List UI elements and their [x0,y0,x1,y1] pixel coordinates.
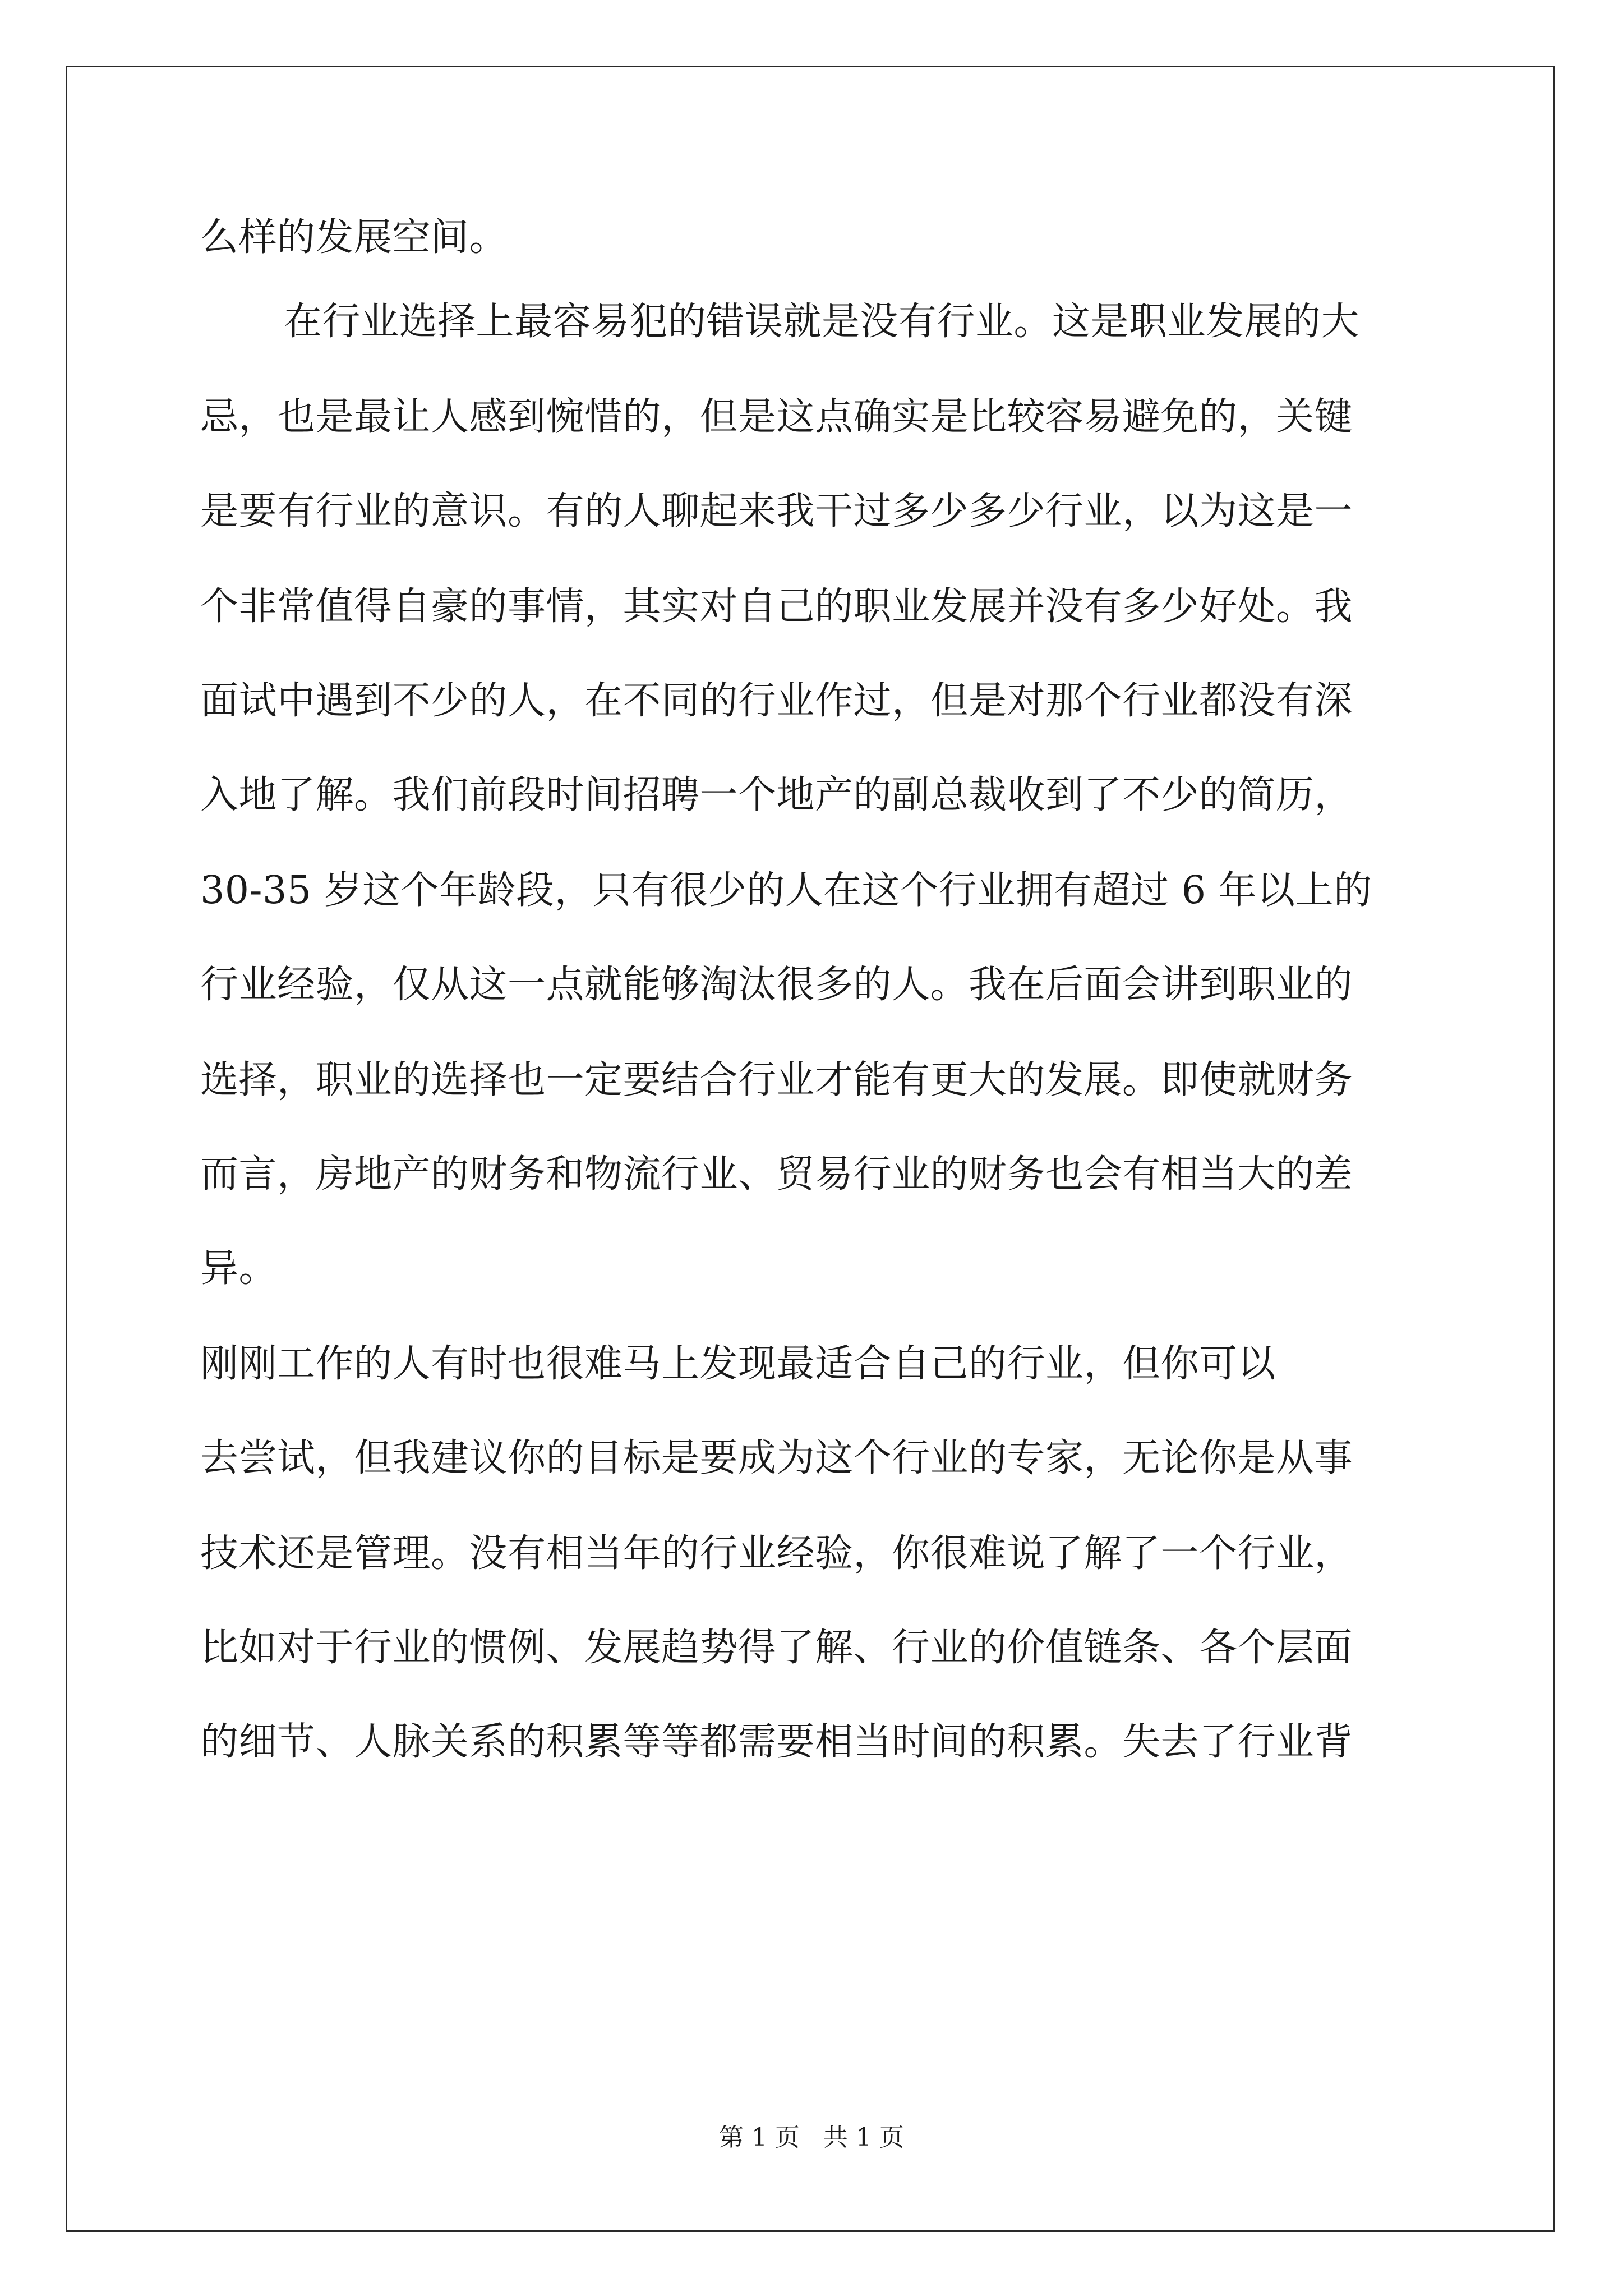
text-line: 刚刚工作的人有时也很难马上发现最适合自己的行业，但你可以 [200,1342,1276,1386]
text-line: 比如对于行业的惯例、发展趋势得了解、行业的价值链条、各个层面 [200,1626,1353,1670]
text-line: 么样的发展空间。 [200,215,508,260]
text-line: 异。 [200,1246,278,1291]
text-line: 选择，职业的选择也一定要结合行业才能有更大的发展。即使就财务 [200,1058,1353,1102]
text-line: 忌，也是最让人感到惋惜的，但是这点确实是比较容易避免的，关键 [200,395,1353,439]
text-line: 入地了解。我们前段时间招聘一个地产的副总裁收到了不少的简历， [200,773,1353,817]
text-line: 面试中遇到不少的人，在不同的行业作过，但是对那个行业都没有深 [200,679,1353,723]
text-line: 的细节、人脉关系的积累等等都需要相当时间的积累。失去了行业背 [200,1720,1353,1764]
text-line: 去尝试，但我建议你的目标是要成为这个行业的专家，无论你是从事 [200,1436,1353,1480]
text-line: 是要有行业的意识。有的人聊起来我干过多少多少行业，以为这是一 [200,489,1353,533]
paragraph-first-line: 在行业选择上最容易犯的错误就是没有行业。这是职业发展的大 [284,300,1360,344]
text-line: 个非常值得自豪的事情，其实对自己的职业发展并没有多少好处。我 [200,585,1353,629]
text-line: 而言，房地产的财务和物流行业、贸易行业的财务也会有相当大的差 [200,1152,1353,1197]
text-line: 技术还是管理。没有相当年的行业经验，你很难说了解了一个行业， [200,1531,1353,1576]
page-footer: 第 1 页 共 1 页 [719,2123,904,2152]
page-border [66,66,1555,2232]
text-line: 行业经验，仅从这一点就能够淘汰很多的人。我在后面会讲到职业的 [200,963,1353,1007]
text-line: 30-35 岁这个年龄段，只有很少的人在这个行业拥有超过 6 年以上的 [200,868,1372,913]
